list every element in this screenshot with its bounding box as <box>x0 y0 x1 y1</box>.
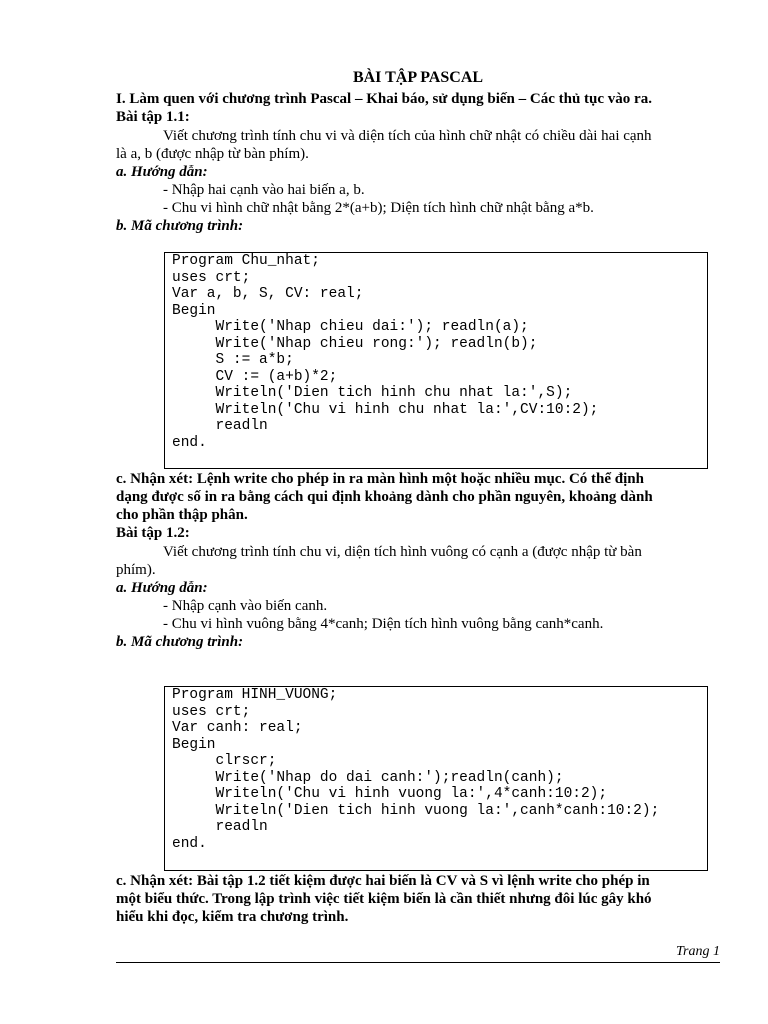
page-number: Trang 1 <box>676 944 720 959</box>
code-box-hinh-vuong <box>164 686 708 871</box>
exercise-1-2-code-label: b. Mã chương trình: <box>116 634 244 650</box>
exercise-1-1-remark-line-1: c. Nhận xét: Lệnh write cho phép in ra màn hình một hoặc nhiều mục. Có thể định <box>116 471 644 487</box>
exercise-1-1-problem-line-1: Viết chương trình tính chu vi và diện tích của hình chữ nhật có chiều dài hai cạnh <box>163 128 652 144</box>
exercise-1-2-problem-line-1: Viết chương trình tính chu vi, diện tích hình vuông có cạnh a (được nhập từ bàn <box>163 544 642 560</box>
exercise-1-2-guide-2: - Chu vi hình vuông bằng 4*canh; Diện tích hình vuông bằng canh*canh. <box>163 616 604 632</box>
exercise-1-1-guide-1: - Nhập hai cạnh vào hai biến a, b. <box>163 182 365 198</box>
exercise-1-2-problem-line-2: phím). <box>116 562 156 578</box>
code-box-chu-nhat <box>164 252 708 469</box>
exercise-1-2-remark-line-3: hiểu khi đọc, kiểm tra chương trình. <box>116 909 349 925</box>
code-block-hinh-vuong: Program HINH_VUONG; uses crt; Var canh: real; Begin clrscr; Write('Nhap do dai canh:');readln(canh); Writeln('Chu vi hinh vuong la:',4*canh:10:2); Writeln('Dien tich hinh vuong la:',canh*canh:10:2); readln end. <box>172 687 660 852</box>
exercise-1-1-problem-line-2: là a, b (được nhập từ bàn phím). <box>116 146 309 162</box>
exercise-1-1-guide-label: a. Hướng dẫn: <box>116 164 208 180</box>
exercise-1-2-guide-label: a. Hướng dẫn: <box>116 580 208 596</box>
exercise-1-2-label: Bài tập 1.2: <box>116 525 190 541</box>
document-title: BÀI TẬP PASCAL <box>352 69 484 86</box>
exercise-1-2-guide-1: - Nhập cạnh vào biến canh. <box>163 598 328 614</box>
exercise-1-1-remark-line-2: dạng được số in ra bằng cách qui định khoảng dành cho phần nguyên, khoảng dành <box>116 489 653 505</box>
exercise-1-1-code-label: b. Mã chương trình: <box>116 218 244 234</box>
exercise-1-1-guide-2: - Chu vi hình chữ nhật bằng 2*(a+b); Diện tích hình chữ nhật bằng a*b. <box>163 200 594 216</box>
exercise-1-2-remark-line-2: một biểu thức. Trong lập trình việc tiết kiệm biến là cần thiết nhưng đôi lúc gây khó <box>116 891 652 907</box>
exercise-1-1-remark-line-3: cho phần thập phân. <box>116 507 248 523</box>
footer-divider <box>116 962 720 963</box>
exercise-1-1-label: Bài tập 1.1: <box>116 109 190 125</box>
section-heading: I. Làm quen với chương trình Pascal – Khai báo, sử dụng biến – Các thủ tục vào ra. <box>116 91 652 107</box>
code-block-chu-nhat: Program Chu_nhat; uses crt; Var a, b, S, CV: real; Begin Write('Nhap chieu dai:'); readln(a); Write('Nhap chieu rong:'); readln(b); S := a*b; CV := (a+b)*2; Writeln('Dien tich hinh chu nhat la:',S); Writeln('Chu vi hinh chu nhat la:',CV:10:2); readln end. <box>172 253 599 451</box>
exercise-1-2-remark-line-1: c. Nhận xét: Bài tập 1.2 tiết kiệm được hai biến là CV và S vì lệnh write cho phép in <box>116 873 650 889</box>
